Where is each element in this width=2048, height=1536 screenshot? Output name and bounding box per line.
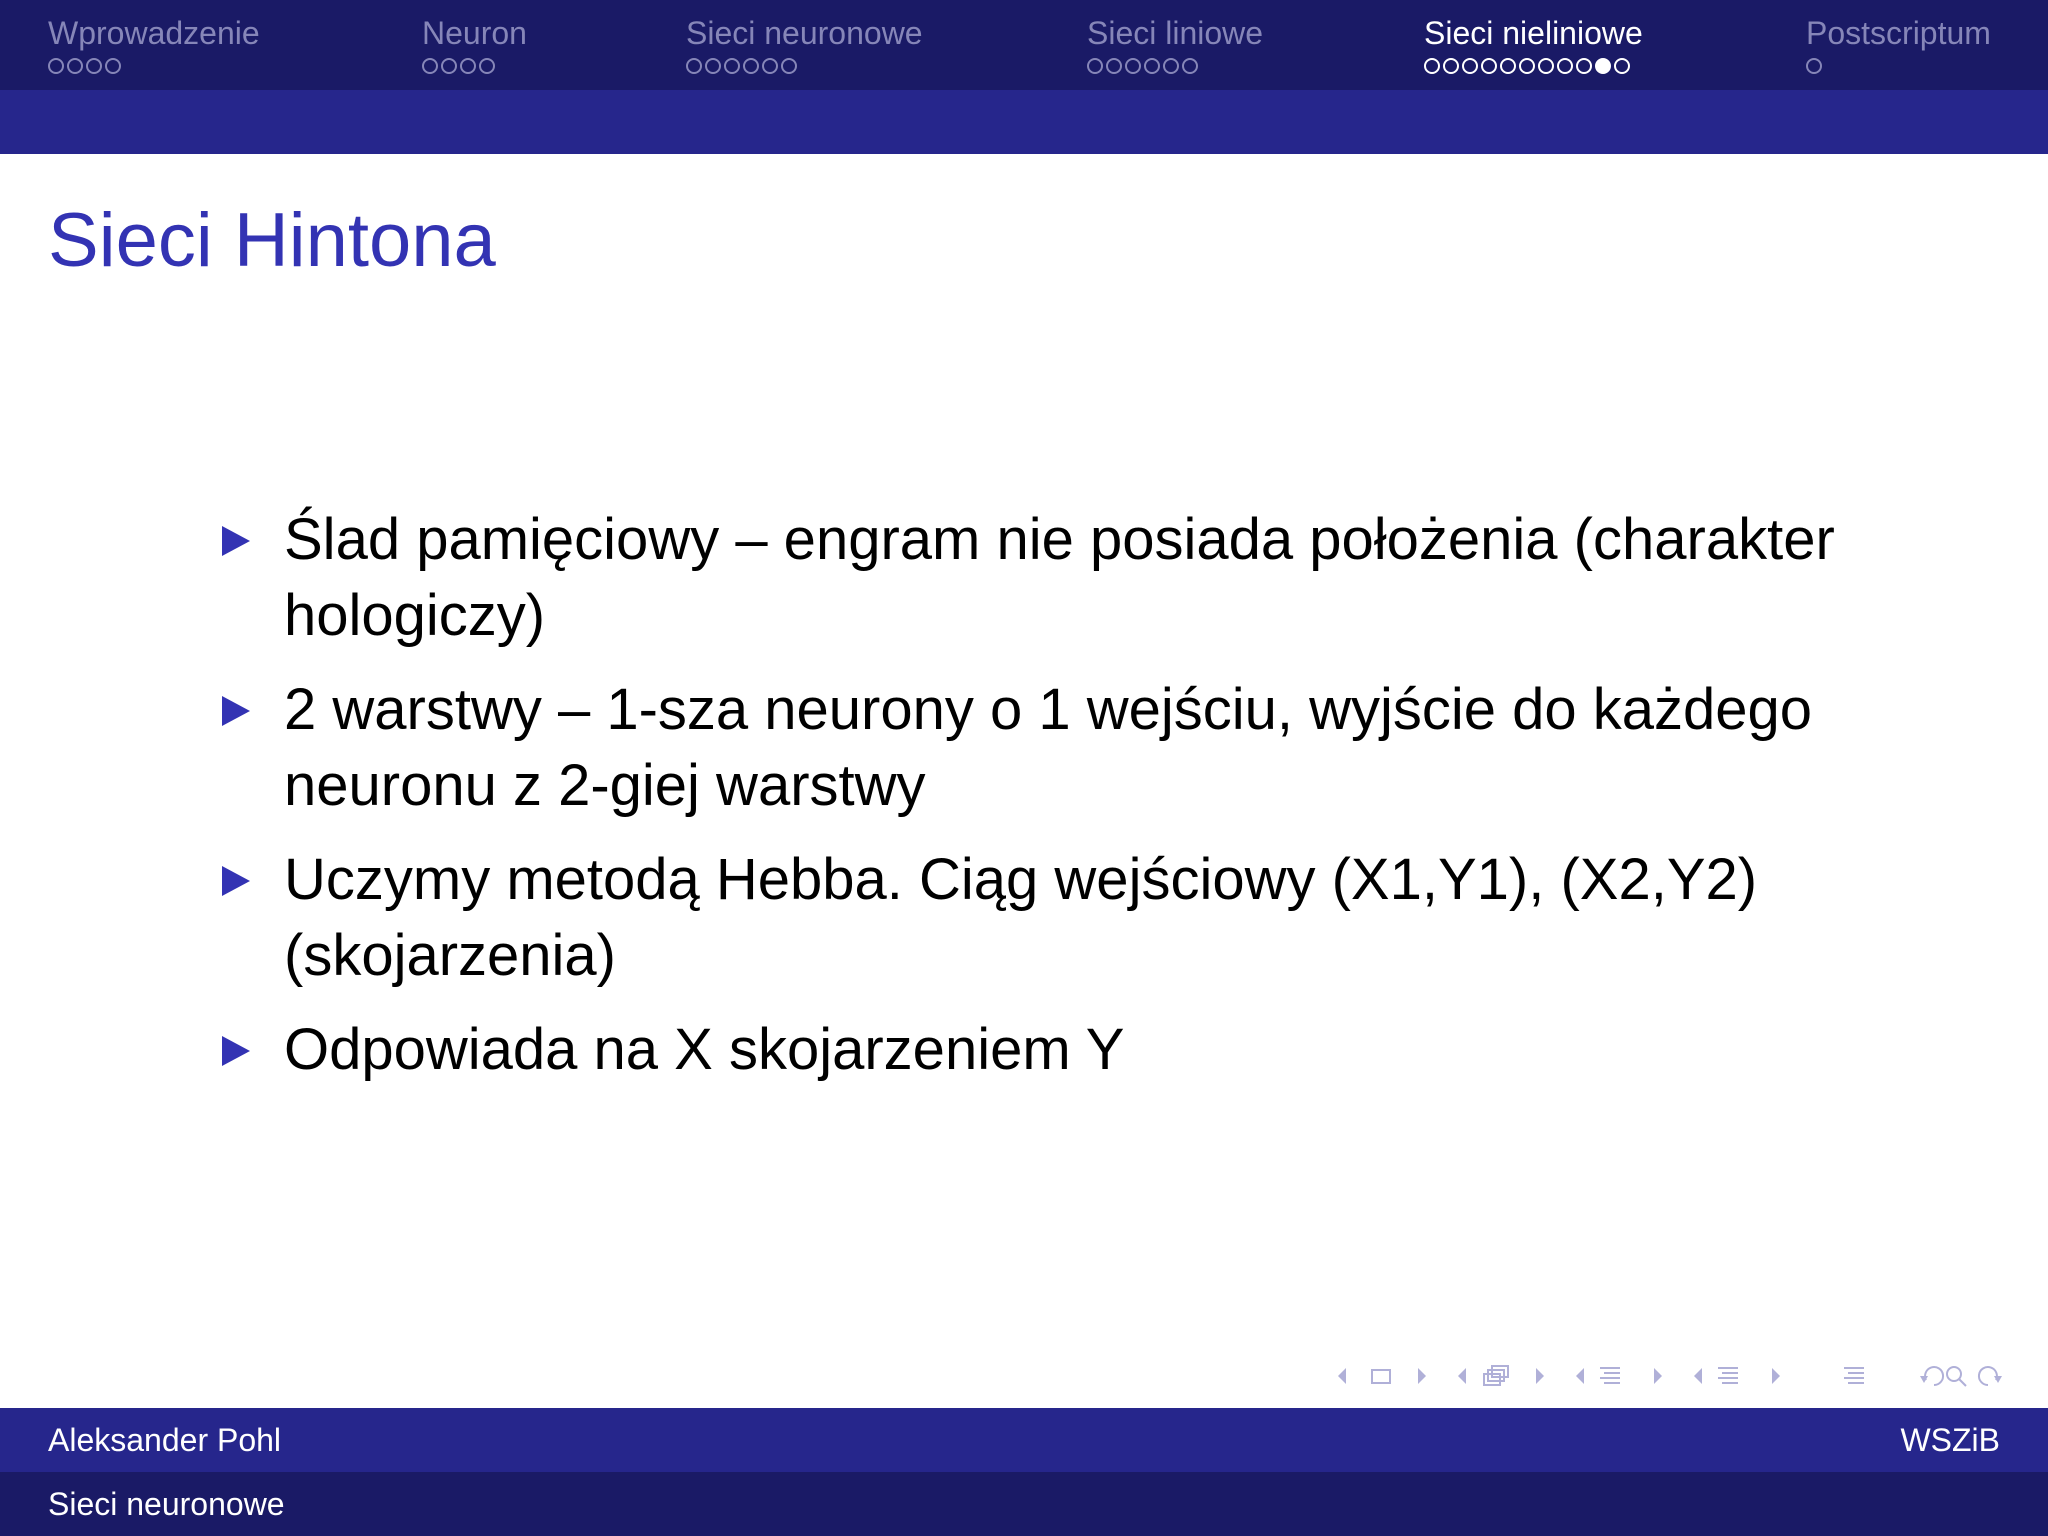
nav-frame-dot[interactable]	[67, 58, 83, 74]
nav-section-label: Wprowadzenie	[48, 15, 260, 51]
nav-frame-dot[interactable]	[1424, 58, 1440, 74]
nav-frame-dot[interactable]	[1538, 58, 1554, 74]
footer-short-title: Sieci neuronowe	[48, 1486, 285, 1522]
bullet-triangle-icon	[222, 866, 250, 896]
nav-section-sieci-neuronowe[interactable]	[686, 14, 923, 80]
subsection-bar	[0, 90, 2048, 154]
nav-frame-dot[interactable]	[105, 58, 121, 74]
footer-author-bar	[0, 1408, 2048, 1472]
nav-section-label: Sieci liniowe	[1087, 15, 1264, 51]
nav-forward-icon[interactable]	[1979, 1367, 2002, 1385]
nav-section-prev-icon[interactable]	[1576, 1368, 1584, 1384]
nav-frame-dot[interactable]	[1443, 58, 1459, 74]
nav-section-label: Sieci nieliniowe	[1424, 15, 1643, 51]
nav-search-icon[interactable]	[1947, 1367, 1966, 1386]
nav-frame-dot[interactable]	[1576, 58, 1592, 74]
nav-frame-dots[interactable]	[1806, 58, 1991, 80]
bullet-text: Uczymy metodą Hebba. Ciąg wejściowy (X1,Y1), (X2,Y2) (skojarzenia)	[284, 847, 1758, 988]
nav-frame-dots[interactable]	[48, 58, 260, 80]
bullet-item	[220, 672, 1940, 824]
nav-frame-dot[interactable]	[1500, 58, 1516, 74]
bullet-triangle-icon	[222, 1036, 250, 1066]
nav-frame-icon[interactable]	[1372, 1370, 1390, 1383]
footer-institute: WSZiB	[1900, 1422, 2000, 1458]
nav-frame-dot[interactable]	[686, 58, 702, 74]
nav-frame-dot[interactable]	[781, 58, 797, 74]
nav-frame-dot[interactable]	[724, 58, 740, 74]
nav-frame-prev-icon[interactable]	[1338, 1368, 1346, 1384]
nav-frame-dot[interactable]	[1614, 58, 1630, 74]
nav-section-label: Neuron	[422, 15, 527, 51]
nav-frame-dot[interactable]	[1087, 58, 1103, 74]
nav-frame-dot[interactable]	[1125, 58, 1141, 74]
footer-author: Aleksander Pohl	[48, 1422, 282, 1458]
nav-section-icon[interactable]	[1600, 1368, 1620, 1383]
nav-frame-dot[interactable]	[441, 58, 457, 74]
nav-section-wprowadzenie[interactable]	[48, 14, 260, 80]
section-navigation-bar	[0, 0, 2048, 90]
nav-section-label: Postscriptum	[1806, 15, 1991, 51]
nav-subsection-icon[interactable]	[1484, 1366, 1508, 1385]
nav-back-icon[interactable]	[1920, 1367, 1943, 1385]
nav-appendix-icon[interactable]	[1844, 1368, 1864, 1383]
nav-document-next-icon[interactable]	[1772, 1368, 1780, 1384]
nav-frame-dot[interactable]	[762, 58, 778, 74]
nav-subsection-prev-icon[interactable]	[1458, 1368, 1466, 1384]
nav-subsection-next-icon[interactable]	[1536, 1368, 1544, 1384]
nav-frame-dots[interactable]	[422, 58, 527, 80]
nav-frame-dot[interactable]	[460, 58, 476, 74]
nav-document-icon[interactable]	[1718, 1368, 1738, 1383]
nav-frame-dot[interactable]	[1144, 58, 1160, 74]
bullet-item	[220, 1012, 1940, 1088]
nav-frame-dot[interactable]	[705, 58, 721, 74]
nav-section-label: Sieci neuronowe	[686, 15, 923, 51]
nav-frame-dot[interactable]	[1462, 58, 1478, 74]
nav-frame-dot[interactable]	[48, 58, 64, 74]
nav-section-neuron[interactable]	[422, 14, 527, 80]
nav-frame-dots[interactable]	[1087, 58, 1263, 80]
nav-frame-dot[interactable]	[422, 58, 438, 74]
footer-title-bar	[0, 1472, 2048, 1536]
beamer-navigation-symbols	[1330, 1360, 2030, 1392]
nav-frame-dot[interactable]	[479, 58, 495, 74]
nav-frame-dots[interactable]	[1424, 58, 1643, 80]
nav-frame-dots[interactable]	[686, 58, 923, 80]
nav-frame-dot[interactable]	[1163, 58, 1179, 74]
nav-frame-dot[interactable]	[1557, 58, 1573, 74]
bullet-item	[220, 842, 1940, 994]
nav-section-sieci-liniowe[interactable]	[1087, 14, 1263, 80]
nav-frame-dot[interactable]	[1182, 58, 1198, 74]
nav-section-sieci-nieliniowe[interactable]	[1424, 14, 1643, 80]
nav-frame-next-icon[interactable]	[1418, 1368, 1426, 1384]
frame-title: Sieci Hintona	[48, 198, 496, 283]
bullet-text: Odpowiada na X skojarzeniem Y	[284, 1017, 1125, 1082]
nav-document-prev-icon[interactable]	[1694, 1368, 1702, 1384]
nav-frame-dot[interactable]	[743, 58, 759, 74]
bullet-triangle-icon	[222, 526, 250, 556]
bullet-triangle-icon	[222, 696, 250, 726]
bullet-list	[220, 502, 1940, 1106]
bullet-text: Ślad pamięciowy – engram nie posiada położenia (charakter hologiczy)	[284, 507, 1835, 648]
nav-section-postscriptum[interactable]	[1806, 14, 1991, 80]
bullet-text: 2 warstwy – 1-sza neurony o 1 wejściu, wyjście do każdego neuronu z 2-giej warstwy	[284, 677, 1813, 818]
nav-frame-dot[interactable]	[1106, 58, 1122, 74]
nav-frame-dot[interactable]	[1595, 58, 1611, 74]
nav-frame-dot[interactable]	[1806, 58, 1822, 74]
bullet-item	[220, 502, 1940, 654]
nav-frame-dot[interactable]	[1481, 58, 1497, 74]
nav-frame-dot[interactable]	[1519, 58, 1535, 74]
nav-section-next-icon[interactable]	[1654, 1368, 1662, 1384]
nav-frame-dot[interactable]	[86, 58, 102, 74]
